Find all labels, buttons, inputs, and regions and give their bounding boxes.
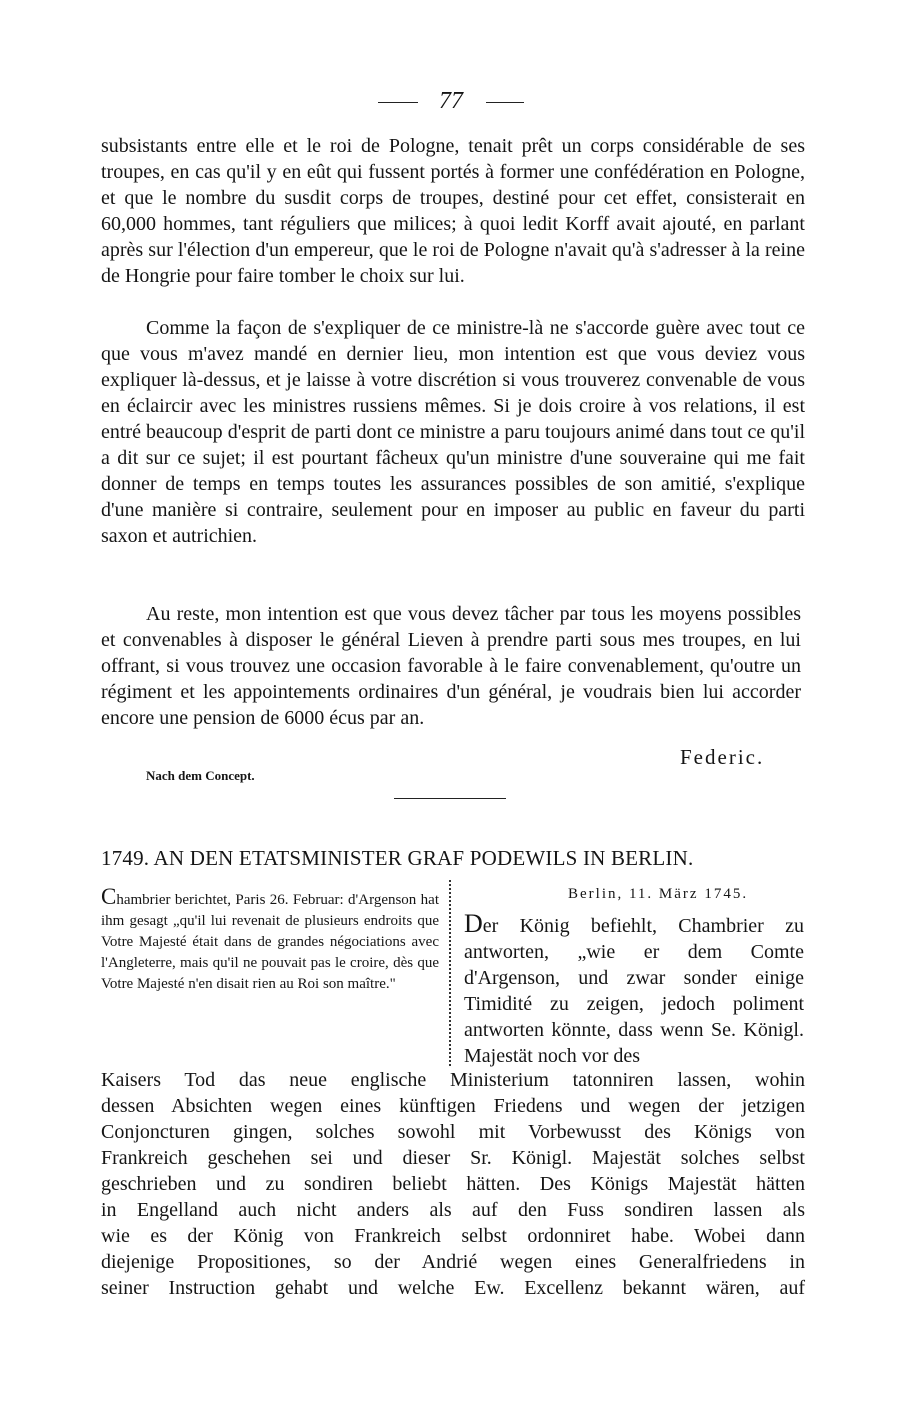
document-body-column [464,911,804,1069]
letter-paragraph-1: subsistants entre elle et le roi de Pologne, tenait prêt un corps considérable de ses troupes, en cas qu'il y en eût qui fussent portés à former une confédération en Pologne, et que le nombre du susdit corps de troupes, destiné pour cet effet, consisterait en 60,000 hommes, tant réguliers que milices; à quoi ledit Korff avait ajouté, en parlant après sur l'élection d'un empereur, que le roi de Pologne n'avait qu'à s'adresser à la reine de Hongrie pour faire tomber le choix sur lui. [101,135,805,287]
summary-initial: C [101,884,117,909]
column-divider [449,880,451,1066]
page-number: 77 [439,88,463,114]
body-line: in Engelland auch nicht anders als auf den Fuss sondiren lassen als [101,1199,805,1221]
letter-paragraph-3: Au reste, mon intention est que vous devez tâcher par tous les moyens possibles et convenables à disposer le général Lieven à prendre parti sous mes troupes, en lui offrant, si vous trouvez une occasion favorable à le faire convenablement, qu'outre un régiment et les appointements ordinaires d'un général, je voudrais bien lui accorder encore une pension de 6000 écus par an. [101,603,801,729]
section-separator [394,798,506,799]
body-line: seiner Instruction gehabt und welche Ew. Excellenz bekannt wären, auf [101,1277,805,1299]
body-line: Kaisers Tod das neue englische Ministerium tatonniren lassen, wohin [101,1069,805,1091]
body-line: Frankreich geschehen sei und dieser Sr. Königl. Majestät solches selbst [101,1147,805,1169]
body-line: wie es der König von Frankreich selbst ordonniret habe. Wobei dann [101,1225,805,1247]
summary-text: hambrier berichtet, Paris 26. Februar: d'Argenson hat ihm gesagt „qu'il lui revenait de plusieurs endroits que Votre Majesté était dans de grandes négociations avec l'Angleterre, mais qu'il ne pouvait pas le croire, dès que Votre Majesté n'en disait rien au Roi son maître." [101,892,439,992]
header-rule-right [486,102,524,103]
body-line: dessen Absichten wegen eines künftigen Friedens und wegen der jetzigen [101,1095,805,1117]
body-line: Conjoncturen gingen, solches sowohl mit Vorbewusst des Königs von [101,1121,805,1143]
body-initial: D [464,909,483,938]
body-column-text: er König befiehlt, Chambrier zu antworten, „wie er dem Comte d'Argenson, und zwar sonder einige Timidité zu zeigen, jedoch poliment antworten könnte, dass wenn Se. Königl. Majestät noch vor des [464,915,804,1067]
dateline: Berlin, 11. März 1745. [568,886,749,902]
body-line: diejenige Propositiones, so der Andrié wegen eines Generalfriedens in [101,1251,805,1273]
letter-paragraph-2: Comme la façon de s'expliquer de ce ministre-là ne s'accorde guère avec tout ce que vous m'avez mandé en dernier lieu, mon intention est que vous deviez vous expliquer là-dessus, et je laisse à votre discrétion si vous trouverez convenable de vous en éclaircir avec les ministres russiens mêmes. Si je dois croire à vos relations, il est entré beaucoup d'esprit de parti dont ce ministre a paru toujours animé dans tout ce qu'il a dit sur ce sujet; il est pourtant fâcheux qu'un ministre d'une souveraine qui me fait donner de temps en temps toutes les assurances possibles de son amitié, s'explique d'une manière si contraire, seulement pour en imposer au public en faveur du parti saxon et autrichien. [101,317,805,547]
document-body [101,1067,805,1301]
body-line: geschrieben und zu sondiren beliebt hätten. Des Königs Majestät hätten [101,1173,805,1195]
document-heading: 1749. AN DEN ETATSMINISTER GRAF PODEWILS IN BERLIN. [101,846,694,870]
summary-note [101,886,439,995]
source-note: Nach dem Concept. [146,768,255,783]
page-header [0,88,900,118]
signature: Federic. [680,745,765,769]
header-rule-left [378,102,418,103]
